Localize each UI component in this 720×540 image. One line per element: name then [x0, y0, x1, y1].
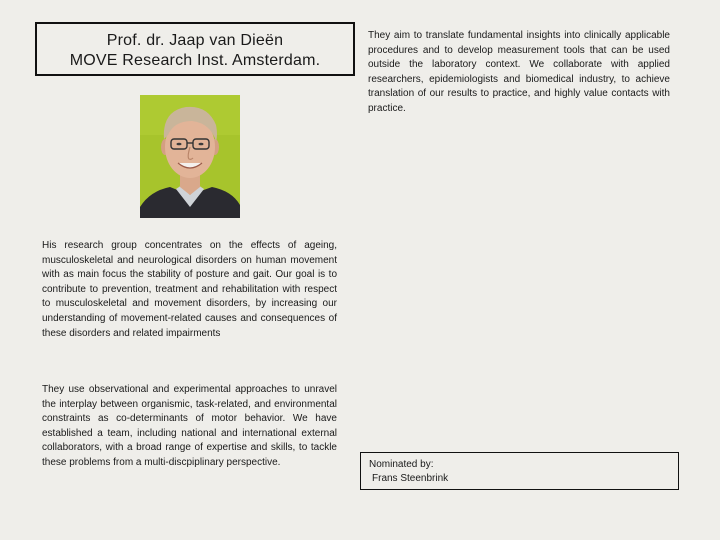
translation-paragraph: They aim to translate fundamental insights into clinically applicable procedures and to develop measurement tools that can be used outside the laboratory context. We collaborate with applied researchers, epidemiologists and biomedical industry, to achieve translation of our results to practice, and highly value contacts with practice.	[368, 30, 670, 114]
portrait-photo	[140, 95, 240, 218]
nominated-by-label: Nominated by:	[369, 459, 434, 470]
institute-name: MOVE Research Inst. Amsterdam.	[69, 52, 321, 69]
professor-name: Prof. dr. Jaap van Dieën	[106, 32, 284, 49]
nomination-box	[360, 452, 679, 490]
portrait-illustration	[140, 95, 240, 218]
research-focus-paragraph: His research group concentrates on the effects of ageing, musculoskeletal and neurological disorders on human movement with as main focus the stability of posture and gait. Our goal is to contribute to prevention, treatment and rehabilitation with respect to musculoskeletal and movement disorders, by increasing our understanding of movement-related causes and consequences of these disorders and related impairments	[42, 240, 337, 339]
approach-paragraph: They use observational and experimental approaches to unravel the interplay between organismic, task-related, and environmental constraints as co-determinants of motor behavior. We have established a team, including national and international external collaborators, with a broad range of expertise and skills, to tackle these problems from a multi-discpiplinary perspective.	[42, 384, 337, 468]
title-box	[35, 22, 355, 76]
nominee-name: Frans Steenbrink	[372, 473, 449, 484]
